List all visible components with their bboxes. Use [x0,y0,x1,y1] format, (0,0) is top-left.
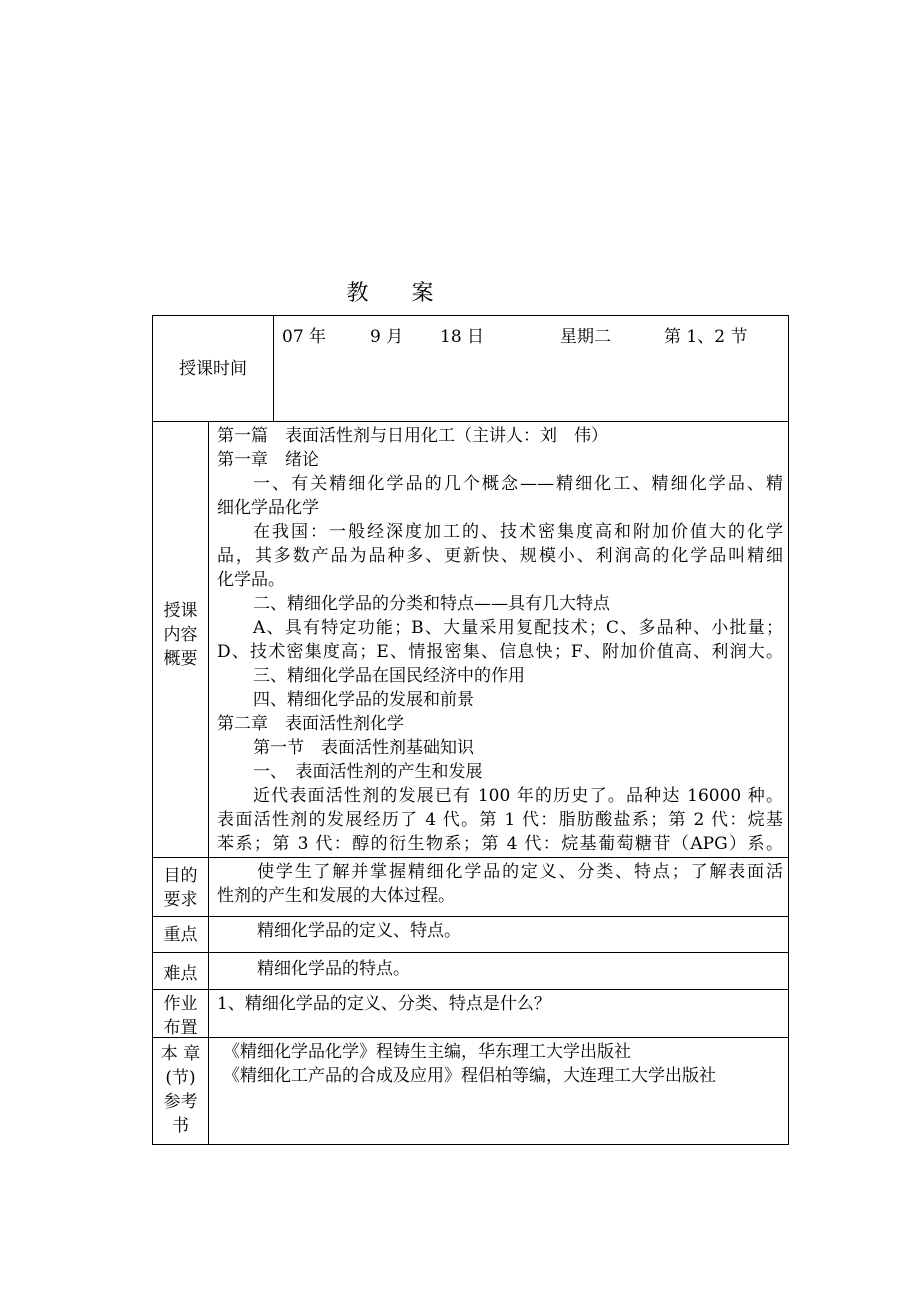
content-line: 三、精细化学品在国民经济中的作用 [253,666,525,686]
reference-item: 《精细化工产品的合成及应用》程侣柏等编，大连理工大学出版社 [223,1066,716,1086]
homework-text: 1、精细化学品的定义、分类、特点是什么？ [217,994,551,1014]
content-line: D、技术密集度高；E、情报密集、信息快；F、附加价值高、利润大。 [217,642,783,662]
key-text: 精细化学品的定义、特点。 [257,921,461,941]
difficulty-text: 精细化学品的特点。 [257,959,410,979]
content-line: A、具有特定功能；B、大量采用复配技术；C、多品种、小批量； [253,618,783,638]
reference-row [153,1038,788,1144]
content-line: 细化学品化学 [217,498,319,518]
key-label: 重点 [153,917,209,952]
content-line: 品，其多数产品为品种多、更新快、规模小、利润高的化学品叫精细 [217,546,783,566]
month-value: 9 月 [370,327,404,347]
reference-label-line: 参考 [163,1092,198,1112]
homework-label [153,990,209,1037]
content-body [209,422,789,857]
difficulty-body [209,953,788,989]
homework-row [153,990,788,1038]
content-line: 在我国：一般经深度加工的、技术密集度高和附加价值大的化学 [253,522,783,542]
reference-body [209,1038,788,1144]
lesson-plan-table [152,315,789,1145]
goal-line: 使学生了解并掌握精细化学品的定义、分类、特点；了解表面活 [257,862,783,882]
content-row [153,422,788,858]
reference-item: 《精细化学品化学》程铸生主编，华东理工大学出版社 [223,1042,631,1062]
reference-label [153,1038,209,1144]
key-row [153,917,788,953]
content-line: 第一节 表面活性剂基础知识 [253,738,474,758]
homework-label-line: 布置 [163,1018,198,1038]
content-line: 第一篇 表面活性剂与日用化工（主讲人：刘 伟） [217,426,608,446]
content-line: 近代表面活性剂的发展已有 100 年的历史了。品种达 16000 种。 [253,786,783,806]
goal-line: 性剂的产生和发展的大体过程。 [217,886,455,906]
goal-body [209,858,789,916]
key-body [209,917,788,952]
difficulty-row [153,953,788,990]
content-label-line: 概要 [163,649,198,669]
content-line: 二、精细化学品的分类和特点——具有几大特点 [253,594,610,614]
goal-row [153,858,788,917]
content-line: 第二章 表面活性剂化学 [217,714,404,734]
goal-label-line: 要求 [163,890,198,910]
homework-label-line: 作业 [163,994,198,1014]
content-line: 一、有关精细化学品的几个概念——精细化工、精细化学品、精 [253,474,783,494]
page-title: 教 案 [346,281,452,306]
homework-body [209,990,788,1037]
day-value: 18 日 [440,327,485,347]
period-value: 第 1、2 节 [664,327,748,347]
content-line: 苯系；第 3 代：醇的衍生物系；第 4 代：烷基葡萄糖苷（APG）系。 [217,834,783,854]
content-line: 表面活性剂的发展经历了 4 代。第 1 代：脂肪酸盐系；第 2 代：烷基 [217,810,783,830]
content-label-line: 内容 [163,625,198,645]
reference-label-line: 本 章 [160,1044,201,1064]
goal-label-line: 目的 [163,866,198,886]
time-label: 授课时间 [153,316,274,421]
goal-label [153,858,209,916]
time-content [274,316,788,421]
content-line: 第一章 绪论 [217,450,319,470]
content-line: 四、精细化学品的发展和前景 [253,690,474,710]
time-row [153,316,788,422]
weekday-value: 星期二 [560,327,611,347]
content-line: 一、 表面活性剂的产生和发展 [253,762,483,782]
content-label-line: 授课 [163,601,198,621]
content-label [153,422,209,857]
content-line: 化学品。 [217,570,285,590]
reference-label-line: (节) [165,1068,196,1088]
reference-label-line: 书 [172,1116,189,1136]
year-value: 07 年 [282,327,327,347]
difficulty-label: 难点 [153,953,209,989]
